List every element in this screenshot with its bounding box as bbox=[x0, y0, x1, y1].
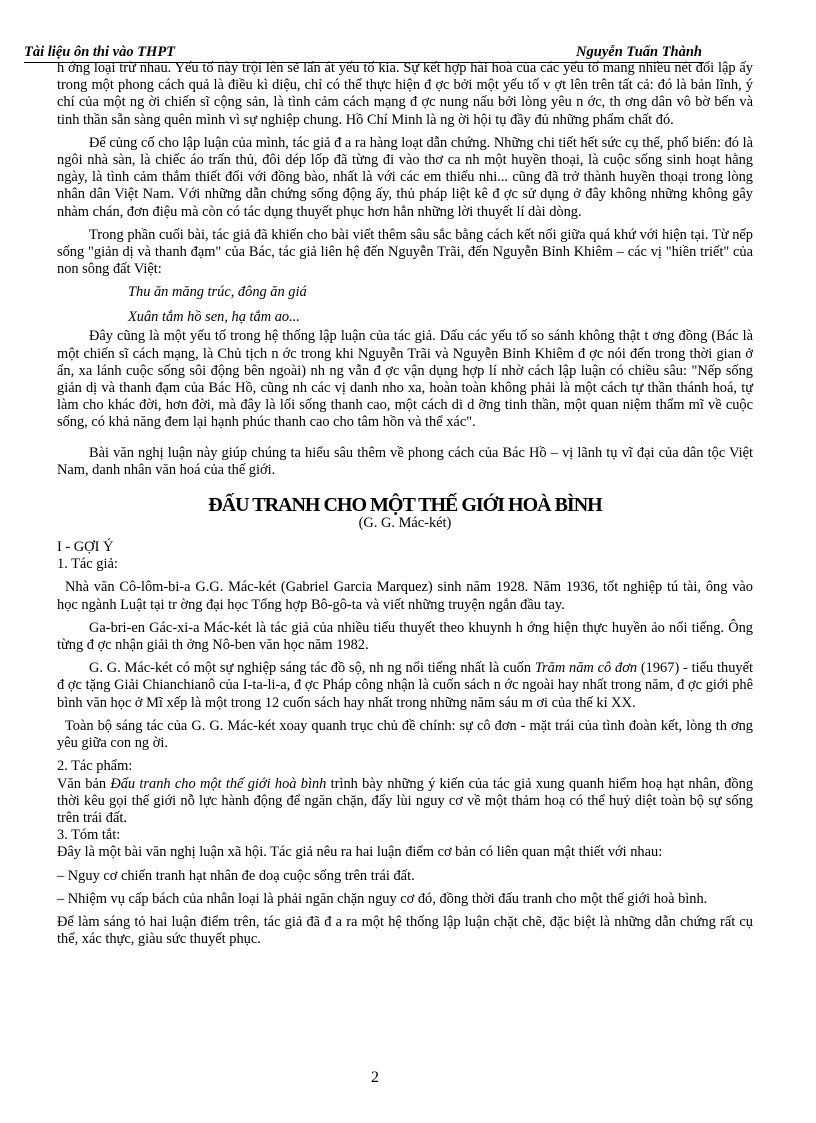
poem-line: Xuân tắm hồ sen, hạ tắm ao... bbox=[128, 309, 300, 326]
paragraph-text: trình bày những ý kiến của tác giả xung quanh hiểm hoạ hạt nhân, đồng thời kêu gọi thế giới nỗ lực hành động để ngăn chặn, đẩy lùi nguy cơ về một thảm hoạ có thể huỷ diệt toàn bộ sự sống trên trái đất. bbox=[57, 775, 754, 826]
paragraph-text: Văn bản bbox=[57, 775, 111, 792]
document-body bbox=[57, 60, 753, 948]
page-number: 2 bbox=[371, 1069, 379, 1086]
section-heading: I - GỢI Ý bbox=[57, 539, 114, 556]
paragraph: Để làm sáng tỏ hai luận điểm trên, tác giả đã đ a ra một hệ thống lập luận chặt chẽ, đặc biệt là những dẫn chứng rất cụ thể, xác thực, giàu sức thuyết phục. bbox=[57, 913, 753, 948]
header-left-title: Tài liệu ôn thi vào THPT bbox=[24, 44, 176, 60]
paragraph-text: G. G. Mác-két có một sự nghiệp sáng tác đồ sộ, nh ng nổi tiếng nhất là cuốn bbox=[89, 660, 535, 677]
section-title: ĐẤU TRANH CHO MỘT THẾ GIỚI HOÀ BÌNH bbox=[208, 494, 602, 517]
paragraph: Nhà văn Cô-lôm-bi-a G.G. Mác-két (Gabriel Garcia Marquez) sinh năm 1928. Năm 1936, tốt nghiệp tú tài, ông vào học ngành Luật tại tr ờng đại học Tổng hợp Bô-gô-ta và viết những truyện ngắn đầu tay. bbox=[57, 579, 753, 613]
paragraph-text: (1967) - tiểu thuyết đ ợc tặng Giải Chianchianô của I-ta-li-a, đ ợc Pháp công nhận là cuốn sách n ớc ngoài hay nhất trong năm, đ ợc giới phê bình văn học ở Mĩ xếp là một trong 12 cuốn sách hay nhất trong những năm sáu m ơi của thế kỉ XX. bbox=[57, 660, 753, 711]
subheading: 2. Tác phẩm: bbox=[57, 758, 133, 775]
paragraph: Ga-bri-en Gác-xi-a Mác-két là tác giả của nhiều tiểu thuyết theo khuynh h ớng hiện thực huyền ảo nổi tiếng. Ông từng đ ợc nhận giải th ởng Nô-ben văn học năm 1982. bbox=[57, 619, 753, 654]
paragraph: Trong phần cuối bài, tác giả đã khiến cho bài viết thêm sâu sắc bằng cách kết nối giữa quá khứ với hiện tại. Từ nếp sống "giản dị và thanh đạm" của Bác, tác giả liên hệ đến Nguyễn Trãi, đến Nguyễn Bỉnh Khiêm – các vị "hiền triết" của non sông đất Việt: bbox=[57, 226, 753, 278]
paragraph: Đây là một bài văn nghị luận xã hội. Tác giả nêu ra hai luận điểm cơ bản có liên quan mật thiết với nhau: bbox=[57, 844, 663, 861]
poem-line: Thu ăn măng trúc, đông ăn giá bbox=[128, 284, 307, 301]
list-item: – Nhiệm vụ cấp bách của nhân loại là phải ngăn chặn nguy cơ đó, đồng thời đấu tranh cho một thế giới hoà bình. bbox=[57, 890, 708, 907]
subheading: 3. Tóm tắt: bbox=[57, 827, 121, 844]
paragraph: Đây cũng là một yếu tố trong hệ thống lập luận của tác giả. Dấu các yếu tố so sánh không thật t ơng đồng (Bác là một chiến sĩ cách mạng, là Chủ tịch n ớc trong khi Nguyễn Trãi và Nguyễn Bỉnh Khiêm đ ợc nói đến trong thời gian ở ẩn, xa lánh cuộc sống sôi động bên ngoài) nh ng vẫn đ ợc vận dụng hợp lí nhờ cách lập luận có chiều sâu: "Nếp sống giản dị và thanh đạm của Bác Hồ, cũng nh các vị danh nho xa, hoàn toàn không phải là một cách tự thần thánh hoá, tự làm cho khác đời, hơn đời, mà đây là lối sống thanh cao, một cách di d ỡng tinh thần, một quan niệm thẩm mĩ về cuộc sống, có khả năng đem lại hạnh phúc thanh cao cho tâm hồn và thể xác". bbox=[57, 328, 753, 431]
work-title: Đấu tranh cho một thế giới hoà bình bbox=[110, 775, 327, 792]
list-item: – Nguy cơ chiến tranh hạt nhân đe doạ cuộc sống trên trái đất. bbox=[57, 867, 415, 884]
book-title: Trăm năm cô đơn bbox=[534, 660, 638, 677]
paragraph bbox=[57, 776, 753, 828]
paragraph: h ớng loại trừ nhau. Yếu tố này trội lên sẽ lấn át yếu tố kia. Sự kết hợp hài hoà của các yếu tố mang nhiều nét đối lập ấy trong một phong cách quả là điều kì diệu, chỉ có thể thực hiện đ ợc bởi một yếu tố v ợt lên trên tất cả: đó là bản lĩnh, ý chí của một ng ời chiến sĩ cộng sản, là tình cảm cách mạng đ ợc nung nấu bởi lòng yêu n ớc, th ơng dân vô bờ bến và tinh thần sẵn sàng quên mình vì sự nghiệp chung. Hồ Chí Minh là ng ời hội tụ đầy đủ những phẩm chất đó. bbox=[57, 60, 753, 128]
paragraph: Toàn bộ sáng tác của G. G. Mác-két xoay quanh trục chủ đề chính: sự cô đơn - mặt trái của tình đoàn kết, lòng th ơng yêu giữa con ng ời. bbox=[57, 717, 753, 752]
section-subtitle: (G. G. Mác-két) bbox=[358, 515, 452, 532]
paragraph bbox=[57, 660, 753, 712]
paragraph: Để củng cố cho lập luận của mình, tác giả đ a ra hàng loạt dẫn chứng. Những chi tiết hết sức cụ thể, phổ biến: đó là ngôi nhà sàn, là chiếc áo trấn thủ, đôi dép lốp đã từng đi vào thơ ca nh một huyền thoại, là cuộc sống sinh hoạt hằng ngày, là tình cảm thắm thiết đối với đồng bào, nhất là với các em thiếu nhi... cũng đã trở thành huyền thoại trong lòng nhân dân Việt Nam. Với những dẫn chứng sống động ấy, thủ pháp liệt kê đ ợc sử dụng ở đây không những không gây nhàm chán, đơn điệu mà còn có tác dụng thuyết phục hơn hẳn những lời thuyết lí dài dòng. bbox=[57, 134, 753, 220]
header-author: Nguyễn Tuấn Thành bbox=[576, 44, 702, 60]
paragraph: Bài văn nghị luận này giúp chúng ta hiểu sâu thêm về phong cách của Bác Hồ – vị lãnh tụ vĩ đại của dân tộc Việt Nam, danh nhân văn hoá của thế giới. bbox=[57, 444, 753, 478]
subheading: 1. Tác giả: bbox=[57, 556, 118, 573]
